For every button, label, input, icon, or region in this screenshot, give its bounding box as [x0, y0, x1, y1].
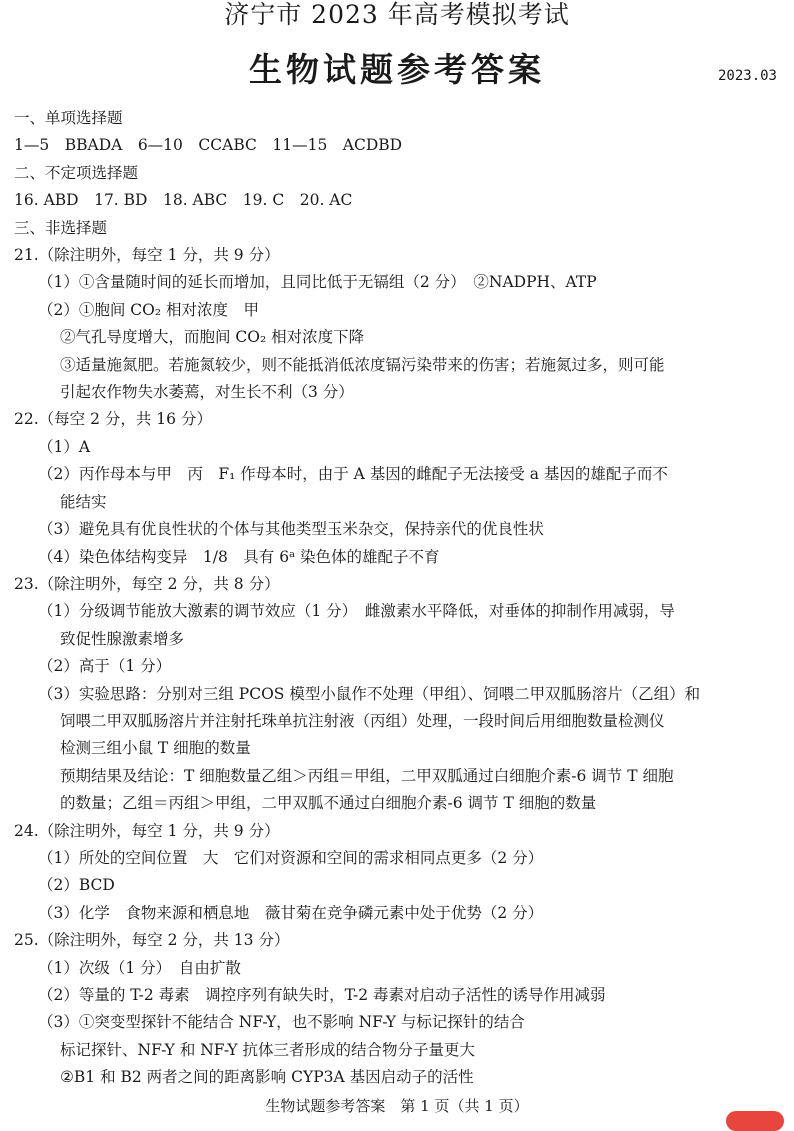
document-date: 2023.03: [717, 68, 777, 84]
q23-line: 致促性腺激素增多: [60, 629, 185, 648]
document-title: 生物试题参考答案: [249, 50, 545, 89]
q21-line: （2）①胞间 CO₂ 相对浓度 甲: [38, 300, 259, 319]
multi-choice-answers: 16. ABD 17. BD 18. ABC 19. C 20. AC: [14, 191, 353, 210]
q22-line: （3）避免具有优良性状的个体与其他类型玉米杂交，保持亲代的优良性状: [38, 520, 544, 539]
page-footer: 生物试题参考答案 第 1 页（共 1 页）: [265, 1097, 529, 1115]
section-heading-single-choice: 一、单项选择题: [14, 109, 123, 127]
q23-line: 的数量；乙组＝丙组＞甲组，二甲双胍不通过白细胞介素-6 调节 T 细胞的数量: [60, 794, 597, 813]
q23-line: 饲喂二甲双胍肠溶片并注射托珠单抗注射液（丙组）处理，一段时间后用细胞数量检测仪: [60, 711, 665, 730]
q22-line: （2）丙作母本与甲 丙 F₁ 作母本时，由于 A 基因的雌配子无法接受 a 基因的雄配子而不: [38, 465, 668, 484]
q23-line: （2）高于（1 分）: [38, 657, 172, 676]
q25-line: 标记探针、NF-Y 和 NF-Y 抗体三者形成的结合物分子量更大: [60, 1040, 476, 1059]
q23-line: （3）实验思路：分别对三组 PCOS 模型小鼠作不处理（甲组）、饲喂二甲双胍肠溶片（乙组）和: [38, 684, 701, 703]
corner-badge: [726, 1111, 784, 1131]
q24-line: （3）化学 食物来源和栖息地 薇甘菊在竞争磷元素中处于优势（2 分）: [38, 903, 544, 922]
q21-heading: 21.（除注明外，每空 1 分，共 9 分）: [14, 246, 280, 265]
q25-line: （1）次级（1 分） 自由扩散: [38, 958, 241, 977]
q23-line: 检测三组小鼠 T 细胞的数量: [60, 739, 251, 758]
q24-line: （1）所处的空间位置 大 它们对资源和空间的需求相同点更多（2 分）: [38, 848, 544, 867]
q25-line: （3）①突变型探针不能结合 NF-Y，也不影响 NF-Y 与标记探针的结合: [38, 1013, 525, 1032]
single-choice-answers: 1—5 BBADA 6—10 CCABC 11—15 ACDBD: [14, 136, 403, 155]
q24-line: （2）BCD: [38, 876, 115, 895]
q21-line: 引起农作物失水萎蔫，对生长不利（3 分）: [60, 383, 354, 402]
q22-heading: 22.（每空 2 分，共 16 分）: [14, 410, 212, 429]
q21-line: ②气孔导度增大，而胞间 CO₂ 相对浓度下降: [60, 328, 365, 347]
q25-line: ②B1 和 B2 两者之间的距离影响 CYP3A 基因启动子的活性: [60, 1068, 474, 1087]
q21-line: ③适量施氮肥。若施氮较少，则不能抵消低浓度镉污染带来的伤害；若施氮过多，则可能: [60, 355, 665, 374]
q23-heading: 23.（除注明外，每空 2 分，共 8 分）: [14, 574, 280, 593]
q24-heading: 24.（除注明外，每空 1 分，共 9 分）: [14, 821, 280, 840]
q21-line: （1）①含量随时间的延长而增加，且同比低于无镉组（2 分） ②NADPH、ATP: [38, 273, 597, 292]
q22-line: 能结实: [60, 492, 107, 511]
section-heading-multi-choice: 二、不定项选择题: [14, 163, 139, 182]
q22-line: （4）染色体结构变异 1/8 具有 6ᵃ 染色体的雄配子不育: [38, 547, 440, 566]
q23-line: （1）分级调节能放大激素的调节效应（1 分） 雌激素水平降低，对垂体的抑制作用减弱，导: [38, 602, 675, 621]
section-heading-non-choice: 三、非选择题: [14, 218, 108, 237]
answer-body: [14, 105, 782, 1092]
q23-line: 预期结果及结论：T 细胞数量乙组＞丙组＝甲组，二甲双胍通过白细胞介素-6 调节 T 细胞: [60, 766, 674, 785]
exam-title: 济宁市 2023 年高考模拟考试: [224, 0, 570, 29]
q25-heading: 25.（除注明外，每空 2 分，共 13 分）: [14, 931, 290, 950]
q25-line: （2）等量的 T-2 毒素 调控序列有缺失时，T-2 毒素对启动子活性的诱导作用减弱: [38, 986, 606, 1004]
q22-line: （1）A: [38, 437, 91, 456]
